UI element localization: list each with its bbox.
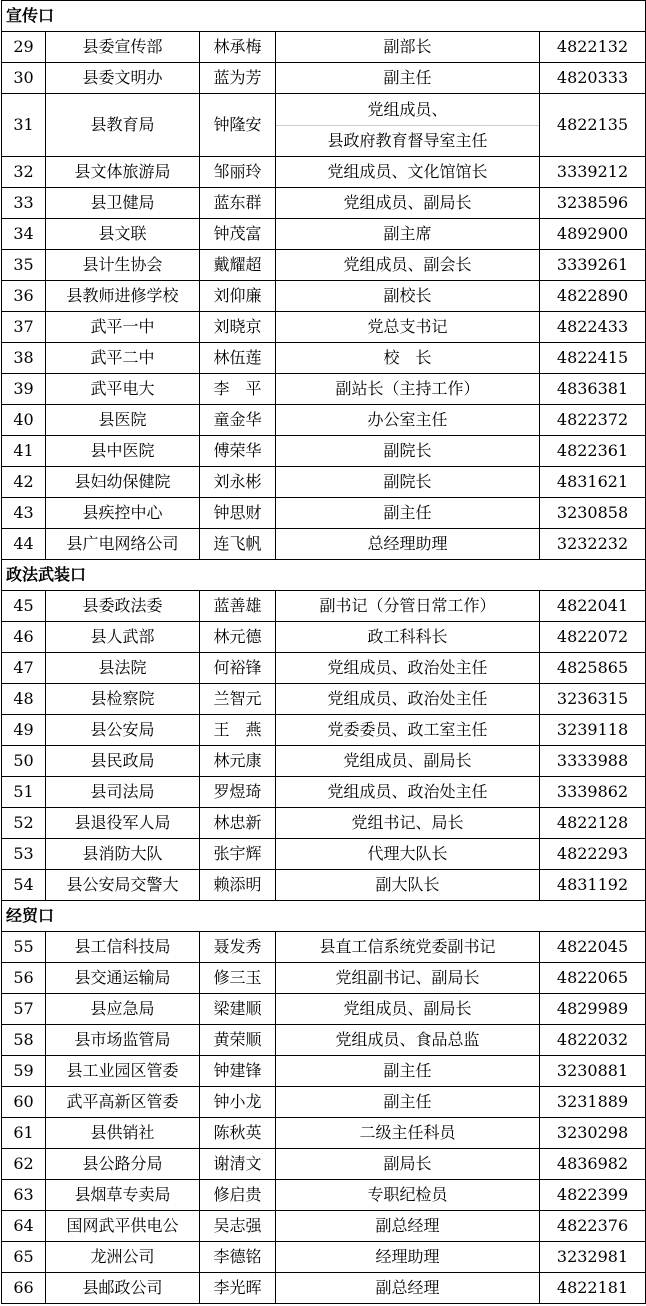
position-title: 副局长 xyxy=(276,1149,540,1180)
position-title: 专职纪检员 xyxy=(276,1180,540,1211)
unit-name: 县委政法委 xyxy=(46,591,200,622)
phone-number: 4822041 xyxy=(540,591,646,622)
table-row xyxy=(2,281,646,312)
person-name: 蓝善雄 xyxy=(200,591,276,622)
row-number: 42 xyxy=(2,467,46,498)
phone-number: 3232981 xyxy=(540,1242,646,1273)
table-row xyxy=(2,1242,646,1273)
row-number: 53 xyxy=(2,839,46,870)
row-number: 48 xyxy=(2,684,46,715)
person-name: 林元德 xyxy=(200,622,276,653)
position-title: 政工科科长 xyxy=(276,622,540,653)
phone-number: 4822065 xyxy=(540,963,646,994)
phone-number: 4836982 xyxy=(540,1149,646,1180)
row-number: 37 xyxy=(2,312,46,343)
table-row xyxy=(2,1056,646,1087)
row-number: 64 xyxy=(2,1211,46,1242)
person-name: 林元康 xyxy=(200,746,276,777)
phone-number: 3238596 xyxy=(540,188,646,219)
person-name: 林伍莲 xyxy=(200,343,276,374)
table-row xyxy=(2,839,646,870)
row-number: 39 xyxy=(2,374,46,405)
unit-name: 县法院 xyxy=(46,653,200,684)
row-number: 32 xyxy=(2,157,46,188)
phone-number: 4831621 xyxy=(540,467,646,498)
phone-number: 3339212 xyxy=(540,157,646,188)
person-name: 陈秋英 xyxy=(200,1118,276,1149)
person-name: 钟茂富 xyxy=(200,219,276,250)
position-title: 副部长 xyxy=(276,32,540,63)
row-number: 45 xyxy=(2,591,46,622)
table-row xyxy=(2,591,646,622)
phone-number: 3236315 xyxy=(540,684,646,715)
table-row xyxy=(2,684,646,715)
unit-name: 县文体旅游局 xyxy=(46,157,200,188)
row-number: 36 xyxy=(2,281,46,312)
table-row xyxy=(2,436,646,467)
table-row xyxy=(2,405,646,436)
table-row xyxy=(2,32,646,63)
position-title: 副主任 xyxy=(276,1056,540,1087)
unit-name: 县消防大队 xyxy=(46,839,200,870)
person-name: 邹丽玲 xyxy=(200,157,276,188)
phone-number: 4892900 xyxy=(540,219,646,250)
row-number: 56 xyxy=(2,963,46,994)
person-name: 何裕锋 xyxy=(200,653,276,684)
position-title: 副大队长 xyxy=(276,870,540,901)
unit-name: 县公路分局 xyxy=(46,1149,200,1180)
position-title: 党组成员、副局长 xyxy=(276,746,540,777)
row-number: 40 xyxy=(2,405,46,436)
position-title: 总经理助理 xyxy=(276,529,540,560)
person-name: 钟小龙 xyxy=(200,1087,276,1118)
phone-number: 4829989 xyxy=(540,994,646,1025)
row-number: 65 xyxy=(2,1242,46,1273)
section-header-row xyxy=(2,560,646,591)
table-row xyxy=(2,622,646,653)
unit-name: 县公安局交警大 xyxy=(46,870,200,901)
phone-number: 4822415 xyxy=(540,343,646,374)
position-title: 党组成员、副会长 xyxy=(276,250,540,281)
person-name: 李光晖 xyxy=(200,1273,276,1304)
row-number: 29 xyxy=(2,32,46,63)
position-title: 副主任 xyxy=(276,63,540,94)
table-row xyxy=(2,1211,646,1242)
row-number: 62 xyxy=(2,1149,46,1180)
phone-number: 4822372 xyxy=(540,405,646,436)
person-name: 蓝为芳 xyxy=(200,63,276,94)
position-title: 副院长 xyxy=(276,467,540,498)
table-row xyxy=(2,188,646,219)
position-line-2: 县政府教育督导室主任 xyxy=(327,130,488,150)
person-name: 林承梅 xyxy=(200,32,276,63)
unit-name: 县应急局 xyxy=(46,994,200,1025)
person-name: 赖添明 xyxy=(200,870,276,901)
phone-number: 4822032 xyxy=(540,1025,646,1056)
row-number: 33 xyxy=(2,188,46,219)
person-name: 李德铭 xyxy=(200,1242,276,1273)
unit-name: 县退役军人局 xyxy=(46,808,200,839)
unit-name: 县人武部 xyxy=(46,622,200,653)
person-name: 连飞帆 xyxy=(200,529,276,560)
table-row xyxy=(2,994,646,1025)
row-number: 58 xyxy=(2,1025,46,1056)
row-number: 49 xyxy=(2,715,46,746)
row-number: 30 xyxy=(2,63,46,94)
phone-number: 4822045 xyxy=(540,932,646,963)
position-title: 副校长 xyxy=(276,281,540,312)
table-row xyxy=(2,498,646,529)
row-number: 35 xyxy=(2,250,46,281)
table-row xyxy=(2,808,646,839)
row-number: 41 xyxy=(2,436,46,467)
unit-name: 县卫健局 xyxy=(46,188,200,219)
position-title: 代理大队长 xyxy=(276,839,540,870)
unit-name: 县疾控中心 xyxy=(46,498,200,529)
unit-name: 县工业园区管委 xyxy=(46,1056,200,1087)
person-name: 钟隆安 xyxy=(200,94,276,157)
phone-number: 4822072 xyxy=(540,622,646,653)
position-title: 办公室主任 xyxy=(276,405,540,436)
phone-number: 4822399 xyxy=(540,1180,646,1211)
position-cell xyxy=(276,94,540,157)
person-name: 梁建顺 xyxy=(200,994,276,1025)
unit-name: 县检察院 xyxy=(46,684,200,715)
phone-number: 4822376 xyxy=(540,1211,646,1242)
position-title: 党组成员、文化馆馆长 xyxy=(276,157,540,188)
row-number: 57 xyxy=(2,994,46,1025)
table-row xyxy=(2,94,646,157)
row-number: 34 xyxy=(2,219,46,250)
person-name: 修启贵 xyxy=(200,1180,276,1211)
row-number: 66 xyxy=(2,1273,46,1304)
unit-name: 县委文明办 xyxy=(46,63,200,94)
person-name: 修三玉 xyxy=(200,963,276,994)
unit-name: 县交通运输局 xyxy=(46,963,200,994)
person-name: 戴耀超 xyxy=(200,250,276,281)
unit-name: 县市场监管局 xyxy=(46,1025,200,1056)
unit-name: 武平一中 xyxy=(46,312,200,343)
section-header-row xyxy=(2,1,646,32)
phone-number: 4820333 xyxy=(540,63,646,94)
phone-number: 4822890 xyxy=(540,281,646,312)
position-title: 党组成员、副局长 xyxy=(276,188,540,219)
position-title: 副书记（分管日常工作） xyxy=(276,591,540,622)
row-number: 43 xyxy=(2,498,46,529)
table-row xyxy=(2,343,646,374)
table-row xyxy=(2,467,646,498)
person-name: 罗煜琦 xyxy=(200,777,276,808)
position-title: 副院长 xyxy=(276,436,540,467)
row-number: 61 xyxy=(2,1118,46,1149)
phone-number: 3230858 xyxy=(540,498,646,529)
table-row xyxy=(2,1087,646,1118)
table-row xyxy=(2,1149,646,1180)
phone-number: 3333988 xyxy=(540,746,646,777)
table-row xyxy=(2,715,646,746)
table-row xyxy=(2,529,646,560)
position-title: 党组成员、政治处主任 xyxy=(276,684,540,715)
row-number: 51 xyxy=(2,777,46,808)
unit-name: 县教育局 xyxy=(46,94,200,157)
person-name: 童金华 xyxy=(200,405,276,436)
position-title: 党组成员、食品总监 xyxy=(276,1025,540,1056)
table-row xyxy=(2,250,646,281)
unit-name: 国网武平供电公 xyxy=(46,1211,200,1242)
table-row xyxy=(2,157,646,188)
table-row xyxy=(2,63,646,94)
position-title: 副主任 xyxy=(276,498,540,529)
unit-name: 县工信科技局 xyxy=(46,932,200,963)
person-name: 蓝东群 xyxy=(200,188,276,219)
table-row xyxy=(2,374,646,405)
position-title: 党组副书记、副局长 xyxy=(276,963,540,994)
row-number: 50 xyxy=(2,746,46,777)
section-header-row xyxy=(2,901,646,932)
row-number: 59 xyxy=(2,1056,46,1087)
unit-name: 县供销社 xyxy=(46,1118,200,1149)
person-name: 刘仰廉 xyxy=(200,281,276,312)
unit-name: 县医院 xyxy=(46,405,200,436)
person-name: 黄荣顺 xyxy=(200,1025,276,1056)
phone-number: 4822132 xyxy=(540,32,646,63)
unit-name: 县烟草专卖局 xyxy=(46,1180,200,1211)
row-number: 46 xyxy=(2,622,46,653)
unit-name: 县邮政公司 xyxy=(46,1273,200,1304)
phone-number: 4822361 xyxy=(540,436,646,467)
position-title: 副站长（主持工作） xyxy=(276,374,540,405)
position-title: 党组成员、政治处主任 xyxy=(276,653,540,684)
row-number: 63 xyxy=(2,1180,46,1211)
phone-number: 4822135 xyxy=(540,94,646,157)
table-row xyxy=(2,312,646,343)
phone-number: 4822293 xyxy=(540,839,646,870)
phone-number: 4822181 xyxy=(540,1273,646,1304)
person-name: 钟思财 xyxy=(200,498,276,529)
phone-number: 4825865 xyxy=(540,653,646,684)
unit-name: 武平电大 xyxy=(46,374,200,405)
person-name: 谢清文 xyxy=(200,1149,276,1180)
phone-number: 3230881 xyxy=(540,1056,646,1087)
person-name: 聂发秀 xyxy=(200,932,276,963)
row-number: 38 xyxy=(2,343,46,374)
person-name: 钟建锋 xyxy=(200,1056,276,1087)
row-number: 52 xyxy=(2,808,46,839)
unit-name: 武平高新区管委 xyxy=(46,1087,200,1118)
position-title: 二级主任科员 xyxy=(276,1118,540,1149)
person-name: 张宇辉 xyxy=(200,839,276,870)
phone-number: 4831192 xyxy=(540,870,646,901)
person-name: 王 燕 xyxy=(200,715,276,746)
phone-number: 3339862 xyxy=(540,777,646,808)
position-title: 校 长 xyxy=(276,343,540,374)
unit-name: 县妇幼保健院 xyxy=(46,467,200,498)
unit-name: 县广电网络公司 xyxy=(46,529,200,560)
row-number: 60 xyxy=(2,1087,46,1118)
position-title: 县直工信系统党委副书记 xyxy=(276,932,540,963)
table-row xyxy=(2,1180,646,1211)
table-row xyxy=(2,746,646,777)
section-title: 政法武装口 xyxy=(2,560,646,591)
person-name: 傅荣华 xyxy=(200,436,276,467)
phone-number: 3239118 xyxy=(540,715,646,746)
table-row xyxy=(2,1118,646,1149)
position-title: 副主任 xyxy=(276,1087,540,1118)
position-title: 经理助理 xyxy=(276,1242,540,1273)
person-name: 吴志强 xyxy=(200,1211,276,1242)
contact-table xyxy=(1,0,646,1304)
position-title: 副主席 xyxy=(276,219,540,250)
unit-name: 县公安局 xyxy=(46,715,200,746)
position-line-1: 党组成员、 xyxy=(276,101,539,126)
position-title: 党组成员、副局长 xyxy=(276,994,540,1025)
person-name: 刘永彬 xyxy=(200,467,276,498)
phone-number: 3339261 xyxy=(540,250,646,281)
table-row xyxy=(2,1273,646,1304)
unit-name: 县教师进修学校 xyxy=(46,281,200,312)
row-number: 31 xyxy=(2,94,46,157)
phone-number: 4822433 xyxy=(540,312,646,343)
table-row xyxy=(2,870,646,901)
table-row xyxy=(2,653,646,684)
position-title: 党组成员、政治处主任 xyxy=(276,777,540,808)
person-name: 刘晓京 xyxy=(200,312,276,343)
unit-name: 县民政局 xyxy=(46,746,200,777)
position-title: 副总经理 xyxy=(276,1273,540,1304)
row-number: 54 xyxy=(2,870,46,901)
unit-name: 县文联 xyxy=(46,219,200,250)
person-name: 兰智元 xyxy=(200,684,276,715)
phone-number: 3231889 xyxy=(540,1087,646,1118)
unit-name: 武平二中 xyxy=(46,343,200,374)
table-row xyxy=(2,932,646,963)
section-title: 经贸口 xyxy=(2,901,646,932)
phone-number: 4836381 xyxy=(540,374,646,405)
contact-table-body xyxy=(2,1,646,1304)
unit-name: 县计生协会 xyxy=(46,250,200,281)
table-row xyxy=(2,963,646,994)
phone-number: 3230298 xyxy=(540,1118,646,1149)
table-row xyxy=(2,777,646,808)
section-title: 宣传口 xyxy=(2,1,646,32)
unit-name: 县司法局 xyxy=(46,777,200,808)
position-title: 副总经理 xyxy=(276,1211,540,1242)
person-name: 李 平 xyxy=(200,374,276,405)
row-number: 47 xyxy=(2,653,46,684)
row-number: 55 xyxy=(2,932,46,963)
unit-name: 县中医院 xyxy=(46,436,200,467)
row-number: 44 xyxy=(2,529,46,560)
phone-number: 4822128 xyxy=(540,808,646,839)
unit-name: 龙洲公司 xyxy=(46,1242,200,1273)
position-title: 党委委员、政工室主任 xyxy=(276,715,540,746)
table-row xyxy=(2,219,646,250)
unit-name: 县委宣传部 xyxy=(46,32,200,63)
position-title: 党总支书记 xyxy=(276,312,540,343)
person-name: 林忠新 xyxy=(200,808,276,839)
position-title: 党组书记、局长 xyxy=(276,808,540,839)
table-row xyxy=(2,1025,646,1056)
phone-number: 3232232 xyxy=(540,529,646,560)
